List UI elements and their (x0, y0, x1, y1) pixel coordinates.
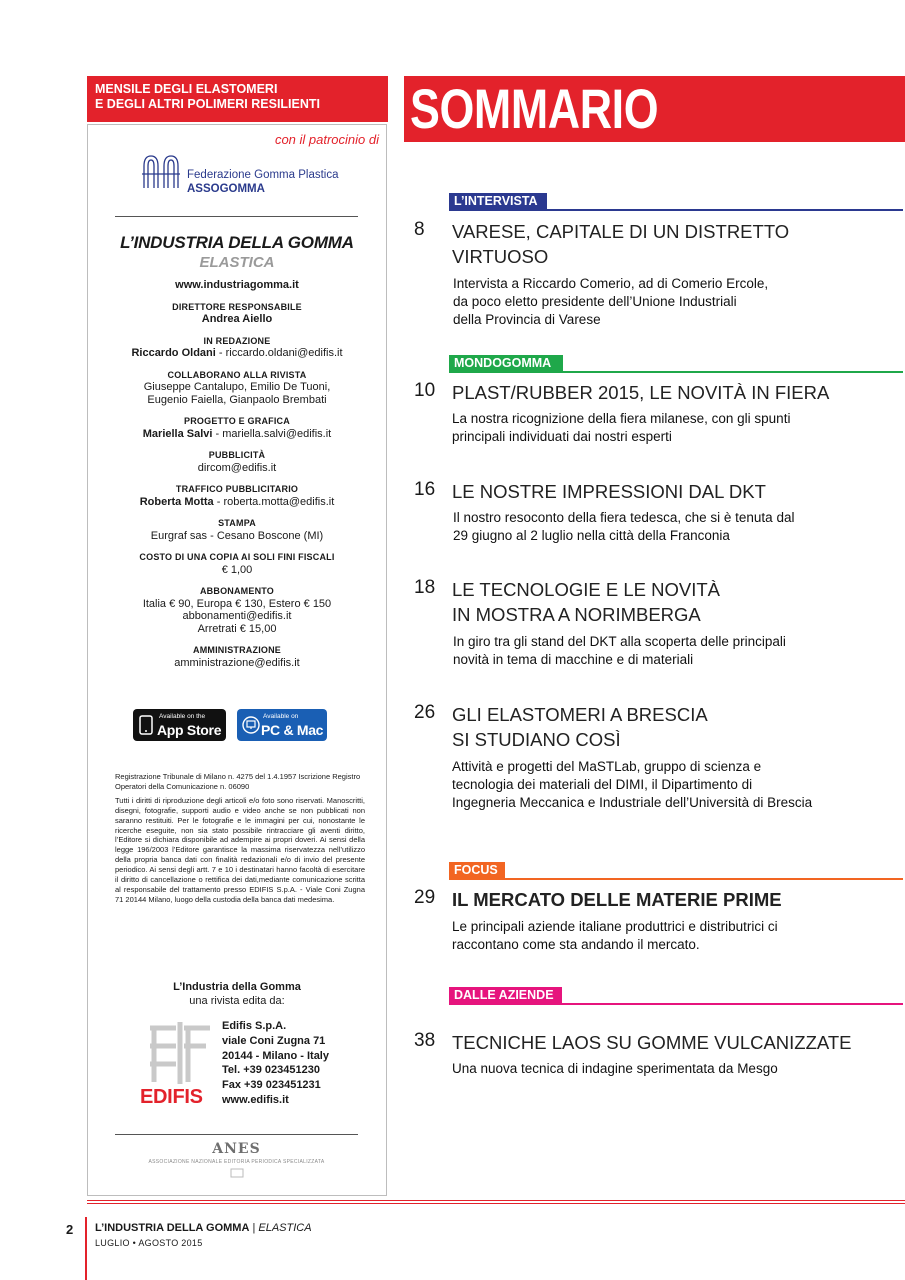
article-page-number: 38 (414, 1030, 436, 1051)
footer-issue-date: LUGLIO • AGOSTO 2015 (95, 1238, 203, 1248)
section-intervista-rule (449, 209, 903, 211)
edifis-logo-icon (140, 1018, 220, 1088)
article-desc-line: Intervista a Riccardo Comerio, ad di Comerio Ercole, (453, 276, 769, 291)
article-description (452, 410, 790, 446)
magazine-website[interactable]: www.industriagomma.it (175, 279, 299, 291)
article-page-number: 16 (414, 479, 436, 500)
article-title[interactable] (452, 702, 708, 752)
article-desc-line: della Provincia di Varese (453, 312, 601, 327)
article-description (453, 633, 786, 669)
patrocinio-label: con il patrocinio di (274, 132, 379, 147)
article-description (452, 918, 778, 954)
article-desc-line: tecnologia dei materiali del DIMI, il Dipartimento di (452, 777, 753, 792)
footer-magazine-title: L’INDUSTRIA DELLA GOMMA (95, 1222, 250, 1234)
legal-notes (115, 772, 365, 909)
article-title-line: IL MERCATO DELLE MATERIE PRIME (452, 889, 782, 910)
traffico-label: TRAFFICO PUBBLICITARIO (175, 484, 299, 494)
registrazione-text: Registrazione Tribunale di Milano n. 4275 del 1.4.1957 Iscrizione Registro Operatori della Comunicazione n. 06090 (115, 772, 361, 791)
anes-title: ANES (212, 1141, 261, 1157)
abbonamento-line-3: Arretrati € 15,00 (197, 622, 277, 635)
section-aziende: DALLE AZIENDE (449, 987, 562, 1004)
article-title[interactable] (452, 380, 829, 405)
traffico-name: Roberta Motta (139, 495, 214, 508)
article-title[interactable] (452, 479, 766, 504)
pubblicita-label: PUBBLICITÀ (208, 450, 266, 460)
article-title-line: LE NOSTRE IMPRESSIONI DAL DKT (452, 481, 766, 502)
edita-caption: una rivista edita da: (189, 995, 285, 1007)
article-title[interactable] (452, 887, 782, 912)
diritti-text: Tutti i diritti di riproduzione degli articoli e/o foto sono riservati. Manoscritti, disegni, fotografie, supporti audio e video anche se non pubblicati non saranno restituiti. Per le fotografie e le immagini per cui, nonostante le ricerche eseguite, non sia stato possibile rintracciare gli aventi diritto, l’Editore si dichiara disponibile ad adempire ai propri doveri. Ai sensi della legge 196/2003 l’Editore garantisce la massima riservatezza nell’utilizzo della propria banca dati con finalità redazionali e/o di invio del presente periodico. Ai sensi degli artt. 7 e 10 i destinatari hanno facoltà di esercitare il diritto di cancellazione o rettifica dei dati,mediante comunicazione scritta al responsabile del trattamento presso EDIFIS S.p.A. - Viale Coni Zugna 71 20144 Milano, luogo della custodia della banca dati medesima. (115, 795, 365, 904)
article-title[interactable] (452, 219, 789, 269)
pubblicita-email: dircom@edifis.it (197, 461, 277, 474)
section-focus-rule (449, 878, 903, 880)
edifis-tel: Tel. +39 023451230 (222, 1064, 320, 1077)
magazine-title: L’INDUSTRIA DELLA GOMMA (120, 233, 354, 252)
abbonamento-line-2: abbonamenti@edifis.it (182, 610, 292, 622)
edifis-fax: Fax +39 023451231 (222, 1079, 321, 1092)
amministrazione-label: AMMINISTRAZIONE (193, 645, 281, 655)
magazine-subtitle: ELASTICA (199, 254, 275, 271)
separator (115, 1134, 358, 1135)
section-mondogomma-rule (449, 371, 903, 373)
app-store-big-text: App Store (157, 722, 222, 738)
edita-magazine: L’Industria della Gomma (173, 981, 301, 993)
article-title[interactable] (452, 577, 720, 627)
collaborano-label: COLLABORANO ALLA RIVISTA (167, 369, 307, 380)
redazione-email: - riccardo.oldani@edifis.it (215, 347, 343, 359)
edifis-address (222, 1019, 329, 1108)
footer-separator: | (249, 1222, 259, 1234)
app-store-badge[interactable] (133, 709, 226, 741)
credits (87, 279, 387, 678)
article-page-number: 26 (414, 702, 436, 723)
progetto-email: - mariella.salvi@edifis.it (212, 427, 332, 440)
edita-block (87, 980, 387, 1008)
edifis-name: Edifis S.p.A. (222, 1020, 287, 1032)
article-page-number: 18 (414, 577, 436, 598)
article-desc-line: Il nostro resoconto della fiera tedesca, che si è tenuta dal (453, 510, 795, 525)
article-desc-line: Ingegneria Meccanica e Industriale dell’Università di Brescia (452, 795, 813, 810)
article-page-number: 8 (414, 219, 425, 240)
footer-magazine-subtitle: ELASTICA (258, 1222, 312, 1234)
pc-mac-small-text: Available on (263, 713, 299, 720)
costo-value: € 1,00 (221, 563, 253, 576)
redazione-name: Riccardo Oldani (131, 347, 216, 359)
article-page-number: 29 (414, 887, 436, 908)
progetto-label: PROGETTO E GRAFICA (184, 416, 290, 426)
article-desc-line: Attività e progetti del MaSTLab, gruppo di scienza e (452, 759, 762, 774)
edifis-web[interactable]: www.edifis.it (222, 1093, 289, 1106)
article-title-line: PLAST/RUBBER 2015, LE NOVITÀ IN FIERA (452, 382, 830, 403)
pc-mac-big-text: PC & Mac (261, 722, 324, 738)
collaborano-line-1: Giuseppe Cantalupo, Emilio De Tuoni, (143, 381, 331, 393)
footer-rule (87, 1200, 905, 1204)
article-title-line: SI STUDIANO COSÌ (452, 729, 621, 750)
edifis-address-2: 20144 - Milano - Italy (222, 1049, 329, 1062)
article-description (452, 758, 812, 812)
article-description (453, 509, 794, 545)
progetto-name: Mariella Salvi (142, 427, 213, 440)
anes-logo (115, 1141, 358, 1183)
redazione-label: IN REDAZIONE (203, 335, 271, 346)
article-desc-line: Le principali aziende italiane produttrici e distributrici ci (452, 919, 778, 934)
section-aziende-rule (449, 1003, 903, 1005)
article-title-line: IN MOSTRA A NORIMBERGA (452, 604, 701, 625)
stampa-label: STAMPA (218, 518, 256, 528)
banner-line-2: E DEGLI ALTRI POLIMERI RESILIENTI (95, 97, 321, 111)
article-description (453, 275, 768, 329)
page-number: 2 (66, 1222, 74, 1237)
article-desc-line: da poco eletto presidente dell’Unione Industriali (453, 294, 737, 309)
sommario-heading: SOMMARIO (410, 77, 659, 140)
article-desc-line: Una nuova tecnica di indagine sperimentata da Mesgo (452, 1061, 778, 1076)
stampa-value: Eurgraf sas - Cesano Boscone (MI) (150, 529, 324, 542)
article-title-line: TECNICHE LAOS SU GOMME VULCANIZZATE (452, 1032, 852, 1053)
monitor-icon (242, 715, 260, 735)
article-title[interactable] (452, 1030, 852, 1055)
assogomma-logo-icon (140, 150, 182, 192)
article-desc-line: La nostra ricognizione della fiera milanese, con gli spunti (452, 411, 791, 426)
federazione-text (187, 168, 338, 196)
collaborano-line-2: Eugenio Faiella, Gianpaolo Brembati (147, 393, 327, 406)
article-page-number: 10 (414, 380, 436, 401)
banner-line-1: MENSILE DEGLI ELASTOMERI (95, 82, 278, 96)
direttore-label: DIRETTORE RESPONSABILE (172, 301, 302, 312)
edifis-address-1: viale Coni Zugna 71 (222, 1034, 326, 1047)
article-description (452, 1060, 778, 1078)
separator (115, 216, 358, 217)
federazione-name: Federazione Gomma Plastica (187, 169, 339, 181)
article-title-line: VARESE, CAPITALE DI UN DISTRETTO (452, 221, 790, 242)
abbonamento-line-1: Italia € 90, Europa € 130, Estero € 150 (142, 597, 332, 610)
traffico-email: - roberta.motta@edifis.it (213, 495, 335, 508)
direttore-name: Andrea Aiello (201, 313, 273, 325)
anes-subtitle: ASSOCIAZIONE NAZIONALE EDITORIA PERIODICA SPECIALIZZATA (148, 1159, 325, 1165)
footer-vertical-bar (85, 1217, 87, 1280)
article-title-line: GLI ELASTOMERI A BRESCIA (452, 704, 708, 725)
section-mondogomma: MONDOGOMMA (449, 355, 563, 372)
footer-magazine (95, 1222, 312, 1234)
article-desc-line: raccontano come sta andando il mercato. (452, 937, 700, 952)
app-store-small-text: Available on the (159, 713, 206, 720)
article-title-line: LE TECNOLOGIE E LE NOVITÀ (452, 579, 720, 600)
article-title-line: VIRTUOSO (452, 246, 549, 267)
costo-label: COSTO DI UNA COPIA AI SOLI FINI FISCALI (139, 552, 335, 562)
article-desc-line: principali individuati dai nostri esperti (452, 429, 672, 444)
article-desc-line: novità in tema di macchine e di materiali (453, 652, 694, 667)
assogomma-name: ASSOGOMMA (187, 183, 265, 195)
section-focus: FOCUS (449, 862, 505, 879)
anes-emblem-icon (230, 1168, 244, 1178)
abbonamento-label: ABBONAMENTO (199, 586, 275, 596)
masthead-banner (87, 76, 388, 122)
edifis-wordmark: EDIFIS (140, 1086, 203, 1108)
phone-icon (139, 715, 153, 735)
article-desc-line: In giro tra gli stand del DKT alla scoperta delle principali (453, 634, 786, 649)
section-intervista: L’INTERVISTA (449, 193, 547, 210)
pc-mac-badge[interactable] (237, 709, 327, 741)
amministrazione-email: amministrazione@edifis.it (174, 656, 300, 669)
article-desc-line: 29 giugno al 2 luglio nella città della Franconia (453, 528, 730, 543)
